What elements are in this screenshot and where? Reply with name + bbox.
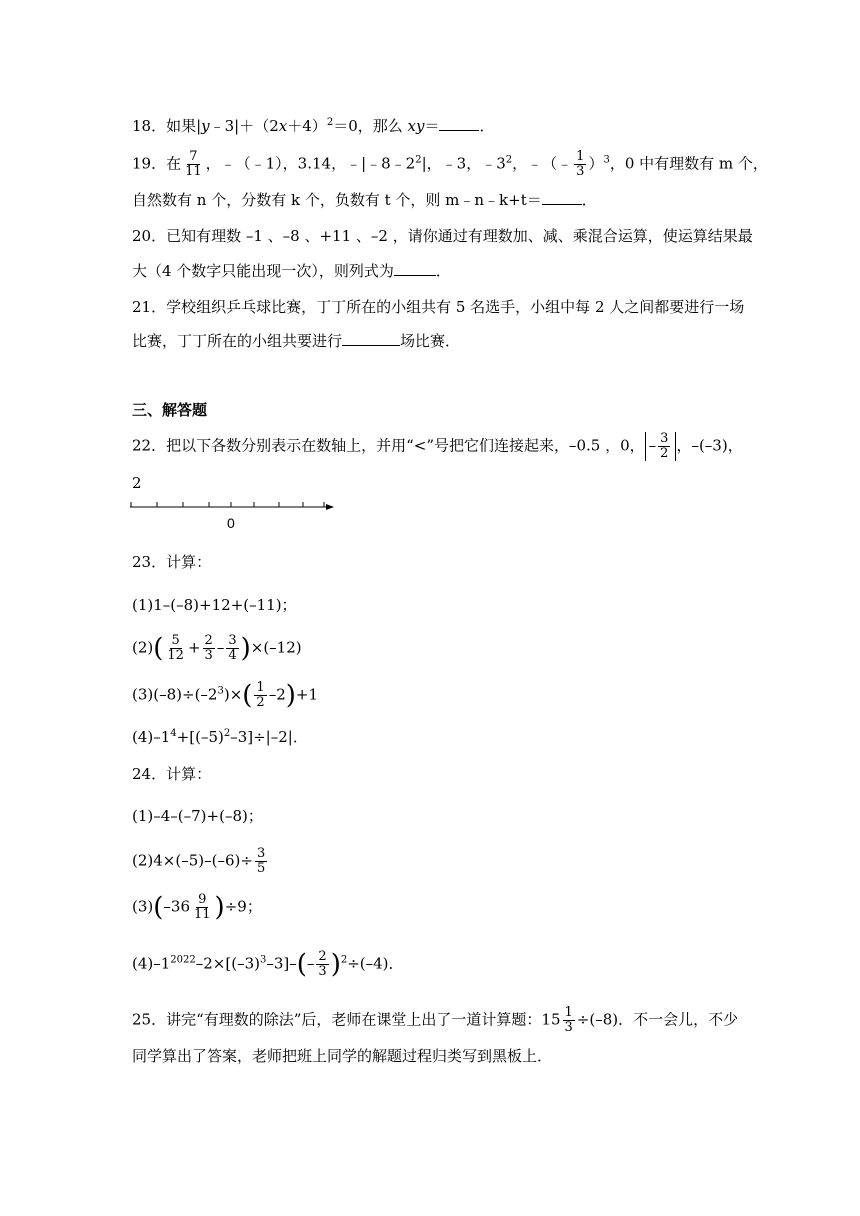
question-24-part-1: (1)–4–(–7)+(–8)； bbox=[132, 807, 263, 825]
question-24-title: 24．计算： bbox=[132, 765, 212, 783]
question-20-line-1: 20．已知有理数 –1 、–8 、+11 、–2 ，请你通过有理数加、减、乘混合运算，使运算结果最 bbox=[132, 227, 753, 245]
question-23-title: 23．计算： bbox=[132, 553, 212, 571]
answer-blank[interactable] bbox=[342, 331, 400, 346]
zero-label: 0 bbox=[227, 515, 235, 531]
number-line bbox=[128, 498, 340, 532]
question-22-line-1: 22．把以下各数分别表示在数轴上，并用“<”号把它们连接起来，–0.5 ，0， – $\frac{3}{2}$ ，–(–3)， bbox=[132, 431, 743, 461]
fraction: $\frac{7}{11}$ bbox=[185, 149, 202, 179]
question-25-line-2: 同学算出了答案，老师把班上同学的解题过程归类写到黑板上． bbox=[132, 1047, 553, 1065]
question-20-line-2: 大（4 个数字只能出现一次），则列式为 ． bbox=[132, 262, 451, 280]
question-25-line-1: 25．讲完“有理数的除法”后，老师在课堂上出了一道计算题：15 $\frac{1}{3}$ ÷(–8)．不一会儿，不少 bbox=[132, 1005, 739, 1035]
question-23-part-1: (1)1–(–8)+12+(–11)； bbox=[132, 596, 297, 614]
question-23-part-4: $(4)-1^4+[(-5)^2-3]\div|-2|$． bbox=[132, 728, 308, 746]
question-21-line-2: 比赛，丁丁所在的小组共要进行 场比赛． bbox=[132, 332, 461, 350]
question-24-part-3: (3)(–36 $\frac{9}{11}$ )÷9； bbox=[132, 892, 262, 923]
question-19-line-1: 19．在 $\frac{7}{11}$ ，﹣（﹣1），3.14，$﹣|﹣8﹣2^2|$，﹣3，$﹣3^2$，﹣（﹣ $\frac{1}{3}$ ）$^3$，0 中有理数有 m 个， bbox=[132, 149, 768, 179]
question-19-line-2: 自然数有 n 个，分数有 k 个，负数有 t 个，则 m﹣n﹣k+t＝ ． bbox=[132, 191, 597, 209]
question-24-part-2: (2)4×(–5)–(–6)÷ $\frac{3}{5}$ bbox=[132, 846, 266, 876]
section-heading: 三、解答题 bbox=[132, 401, 208, 419]
question-18: 18．如果$|y﹣3|+(2x+4)^2=0$，那么 xy＝ ． bbox=[132, 117, 495, 135]
question-21-line-1: 21．学校组织乒乓球比赛，丁丁所在的小组共有 5 名选手，小组中每 2 人之间都要进行一场 bbox=[132, 298, 745, 316]
question-23-part-3: $(3)(-8)\div(-2^3)\times$( $\frac{1}{2}$ –2)+1 bbox=[132, 680, 319, 711]
answer-blank[interactable] bbox=[394, 261, 436, 276]
question-23-part-2: (2)( $\frac{5}{12}$ + $\frac{2}{3}$ – $\frac{3}{4}$ )×(–12) bbox=[132, 633, 302, 664]
fraction: $\frac{1}{3}$ bbox=[576, 149, 585, 179]
question-22-line-2: 2 bbox=[132, 474, 142, 492]
answer-blank[interactable] bbox=[542, 190, 582, 205]
question-24-part-4: $(4)-1^{2022}-2\times[(-3)^3-3]-(-$ $\frac{2}{3}$ )$^2$÷(–4)． bbox=[132, 949, 404, 980]
answer-blank[interactable] bbox=[439, 116, 479, 131]
absolute-value: – $\frac{3}{2}$ bbox=[645, 432, 677, 461]
